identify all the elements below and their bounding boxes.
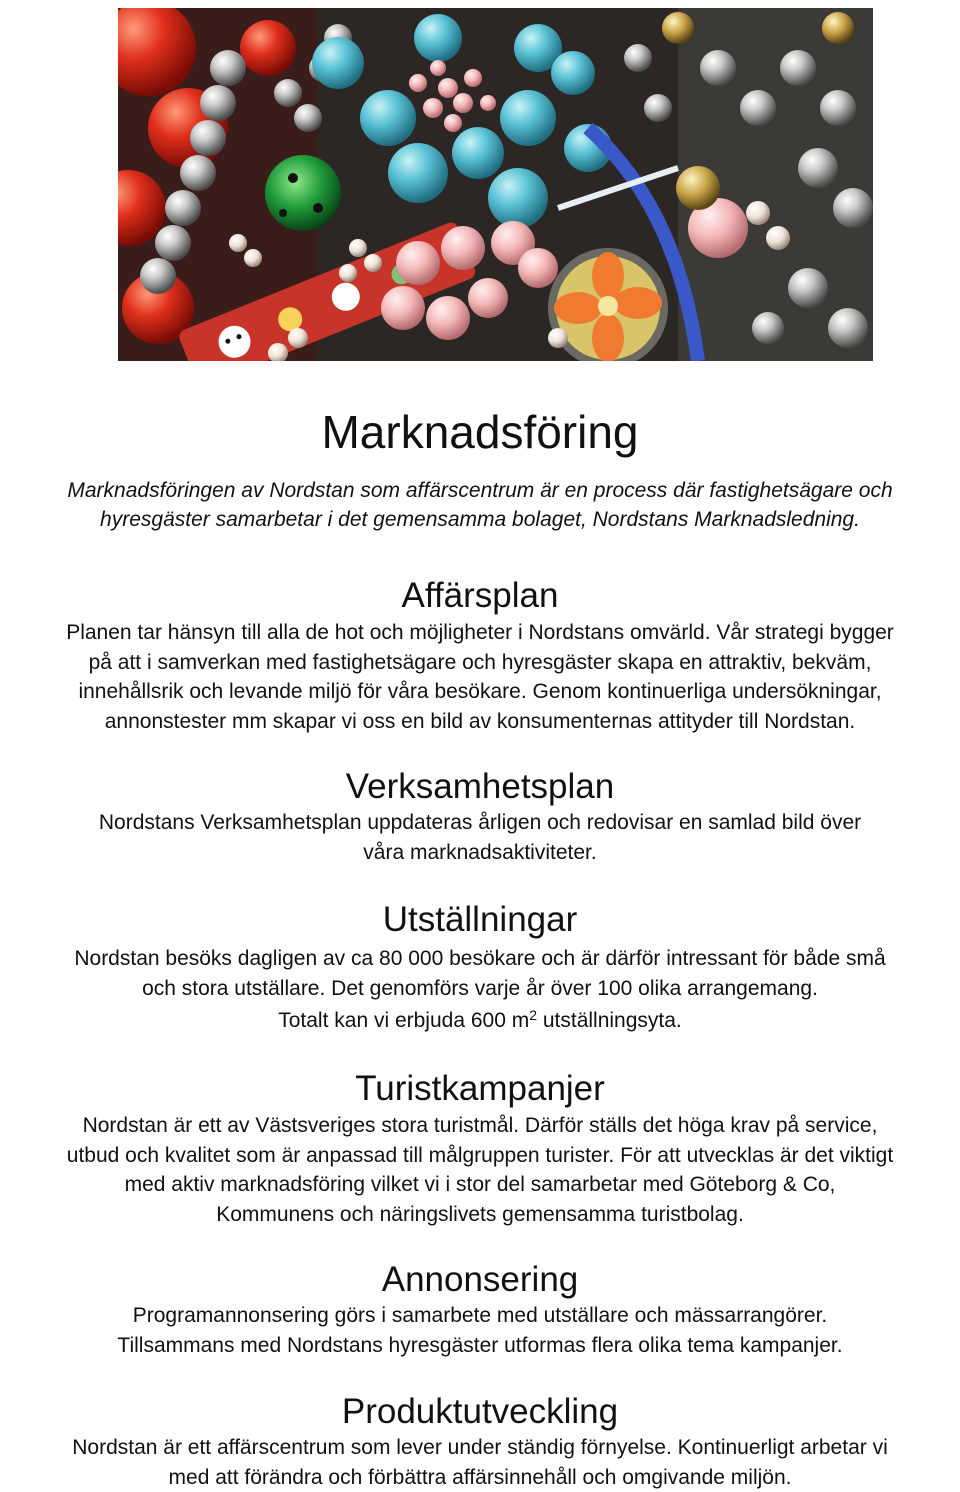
intro-text [0,476,960,534]
text-line: och stora utställare. Det genomförs varje år över 100 olika arrangemang. [0,974,960,1004]
section-heading-turistkampanjer: Turistkampanjer [0,1069,960,1109]
text-line: Programannonsering görs i samarbete med utställare och mässarrangörer. [0,1301,960,1331]
area-line-before: Totalt kan vi erbjuda 600 m [278,1009,529,1032]
hero-image [118,8,873,361]
page-title: Marknadsföring [0,402,960,462]
section-heading-produktutveckling: Produktutveckling [0,1392,960,1432]
section-heading-utstallningar: Utställningar [0,900,960,940]
text-line: Tillsammans med Nordstans hyresgäster utformas flera olika tema kampanjer. [0,1331,960,1361]
area-line-after: utställningsyta. [537,1009,682,1032]
text-line: Nordstan besöks dagligen av ca 80 000 besökare och är därför intressant för både små [0,944,960,974]
section-heading-annonsering: Annonsering [0,1260,960,1300]
text-line: Planen tar hänsyn till alla de hot och möjligheter i Nordstans omvärld. Vår strategi bygger [0,618,960,648]
section-text-affarsplan [0,618,960,736]
section-text-verksamhetsplan [0,808,960,867]
beads-illustration [118,8,873,361]
text-line: Nordstan är ett affärscentrum som lever under ständig förnyelse. Kontinuerligt arbetar vi [0,1433,960,1463]
intro-line: Marknadsföringen av Nordstan som affärscentrum är en process där fastighetsägare och [0,476,960,505]
intro-line: hyresgäster samarbetar i det gemensamma bolaget, Nordstans Marknadsledning. [0,505,960,534]
section-text-produktutveckling [0,1433,960,1492]
section-text-turistkampanjer [0,1111,960,1229]
text-line: annonstester mm skapar vi oss en bild av konsumenternas attityder till Nordstan. [0,707,960,737]
section-text-annonsering [0,1301,960,1360]
section-text-utstallningar [0,944,960,1036]
text-line: på att i samverkan med fastighetsägare och hyresgäster skapa en attraktiv, bekväm, [0,648,960,678]
area-line [0,1006,960,1036]
text-line: utbud och kvalitet som är anpassad till målgruppen turister. För att utvecklas är det viktigt [0,1141,960,1171]
text-line: våra marknadsaktiviteter. [0,838,960,868]
text-line: med aktiv marknadsföring vilket vi i stor del samarbetar med Göteborg & Co, [0,1170,960,1200]
section-heading-verksamhetsplan: Verksamhetsplan [0,767,960,807]
text-line: innehållsrik och levande miljö för våra besökare. Genom kontinuerliga undersökningar, [0,677,960,707]
text-line: Kommunens och näringslivets gemensamma turistbolag. [0,1200,960,1230]
area-line-sup: 2 [529,1007,537,1023]
text-line: med att förändra och förbättra affärsinnehåll och omgivande miljön. [0,1463,960,1492]
text-line: Nordstans Verksamhetsplan uppdateras årligen och redovisar en samlad bild över [0,808,960,838]
text-line: Nordstan är ett av Västsveriges stora turistmål. Därför ställs det höga krav på service, [0,1111,960,1141]
section-heading-affarsplan: Affärsplan [0,576,960,616]
